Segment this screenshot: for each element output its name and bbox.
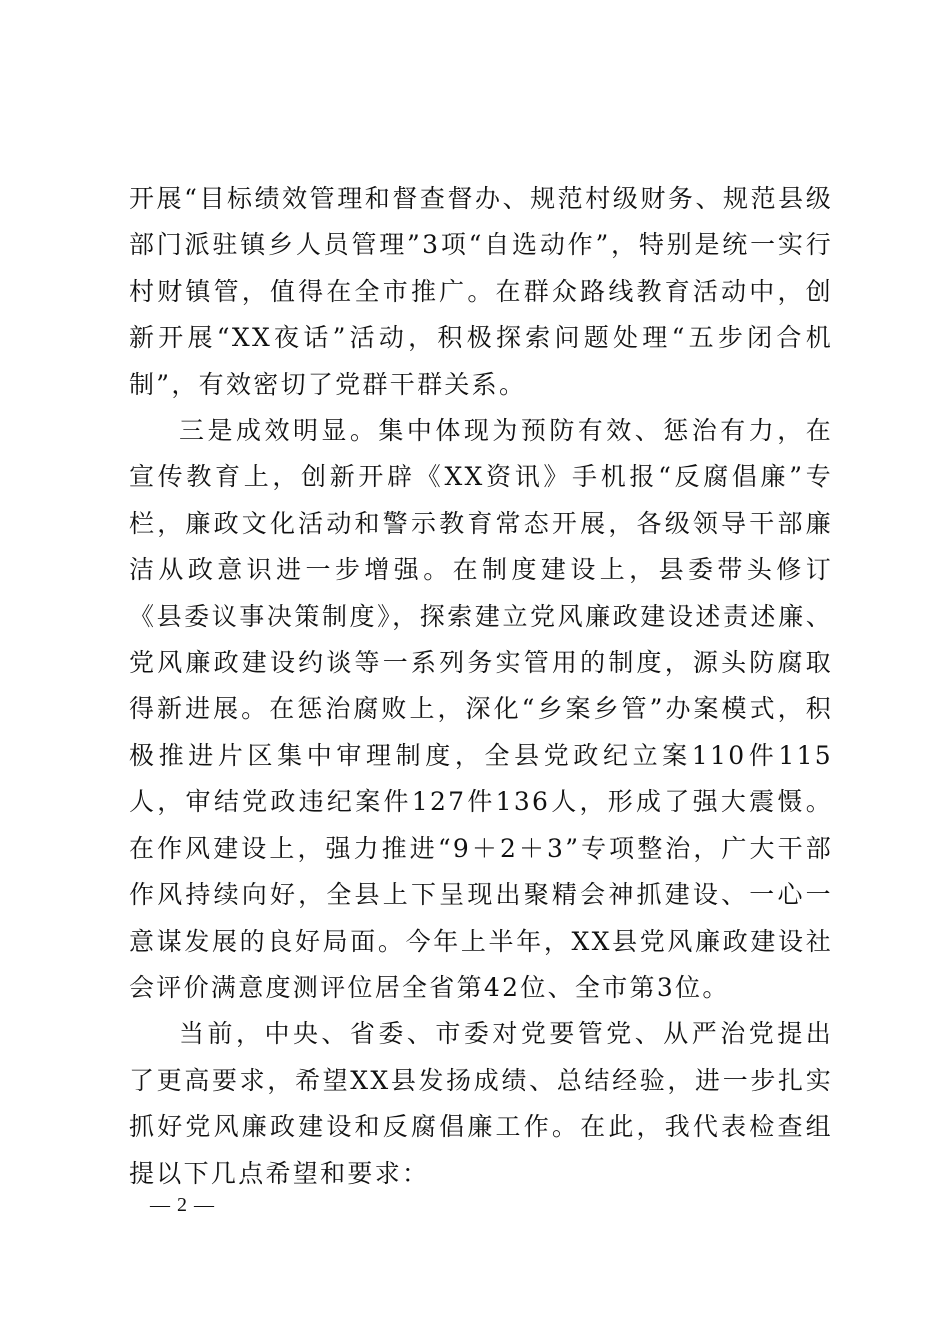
paragraph-2: 三是成效明显。集中体现为预防有效、惩治有力，在宣传教育上，创新开辟《XX资讯》手机报“反腐倡廉”专栏，廉政文化活动和警示教育常态开展，各级领导干部廉洁从政意识进一步增强。在制度建设上，县委带头修订《县委议事决策制度》，探索建立党风廉政建设述责述廉、党风廉政建设约谈等一系列务实管用的制度，源头防腐取得新进展。在惩治腐败上，深化“乡案乡管”办案模式，积极推进片区集中审理制度，全县党政纪立案110件115人，审结党政违纪案件127件136人，形成了强大震慑。在作风建设上，强力推进“9＋2＋3”专项整治，广大干部作风持续向好，全县上下呈现出聚精会神抓建设、一心一意谋发展的良好局面。今年上半年，XX县党风廉政建设社会评价满意度测评位居全省第42位、全市第3位。 bbox=[129, 416, 833, 1002]
page-number: — 2 — bbox=[150, 1194, 215, 1216]
paragraph-1: 开展“目标绩效管理和督查督办、规范村级财务、规范县级部门派驻镇乡人员管理”3项“自选动作”，特别是统一实行村财镇管，值得在全市推广。在群众路线教育活动中，创新开展“XX夜话”活动，积极探索问题处理“五步闭合机制”，有效密切了党群干群关系。 bbox=[129, 184, 833, 399]
paragraph-3: 当前，中央、省委、市委对党要管党、从严治党提出了更高要求，希望XX县发扬成绩、总结经验，进一步扎实抓好党风廉政建设和反腐倡廉工作。在此，我代表检查组提以下几点希望和要求： bbox=[129, 1019, 833, 1188]
document-body bbox=[129, 176, 833, 1197]
